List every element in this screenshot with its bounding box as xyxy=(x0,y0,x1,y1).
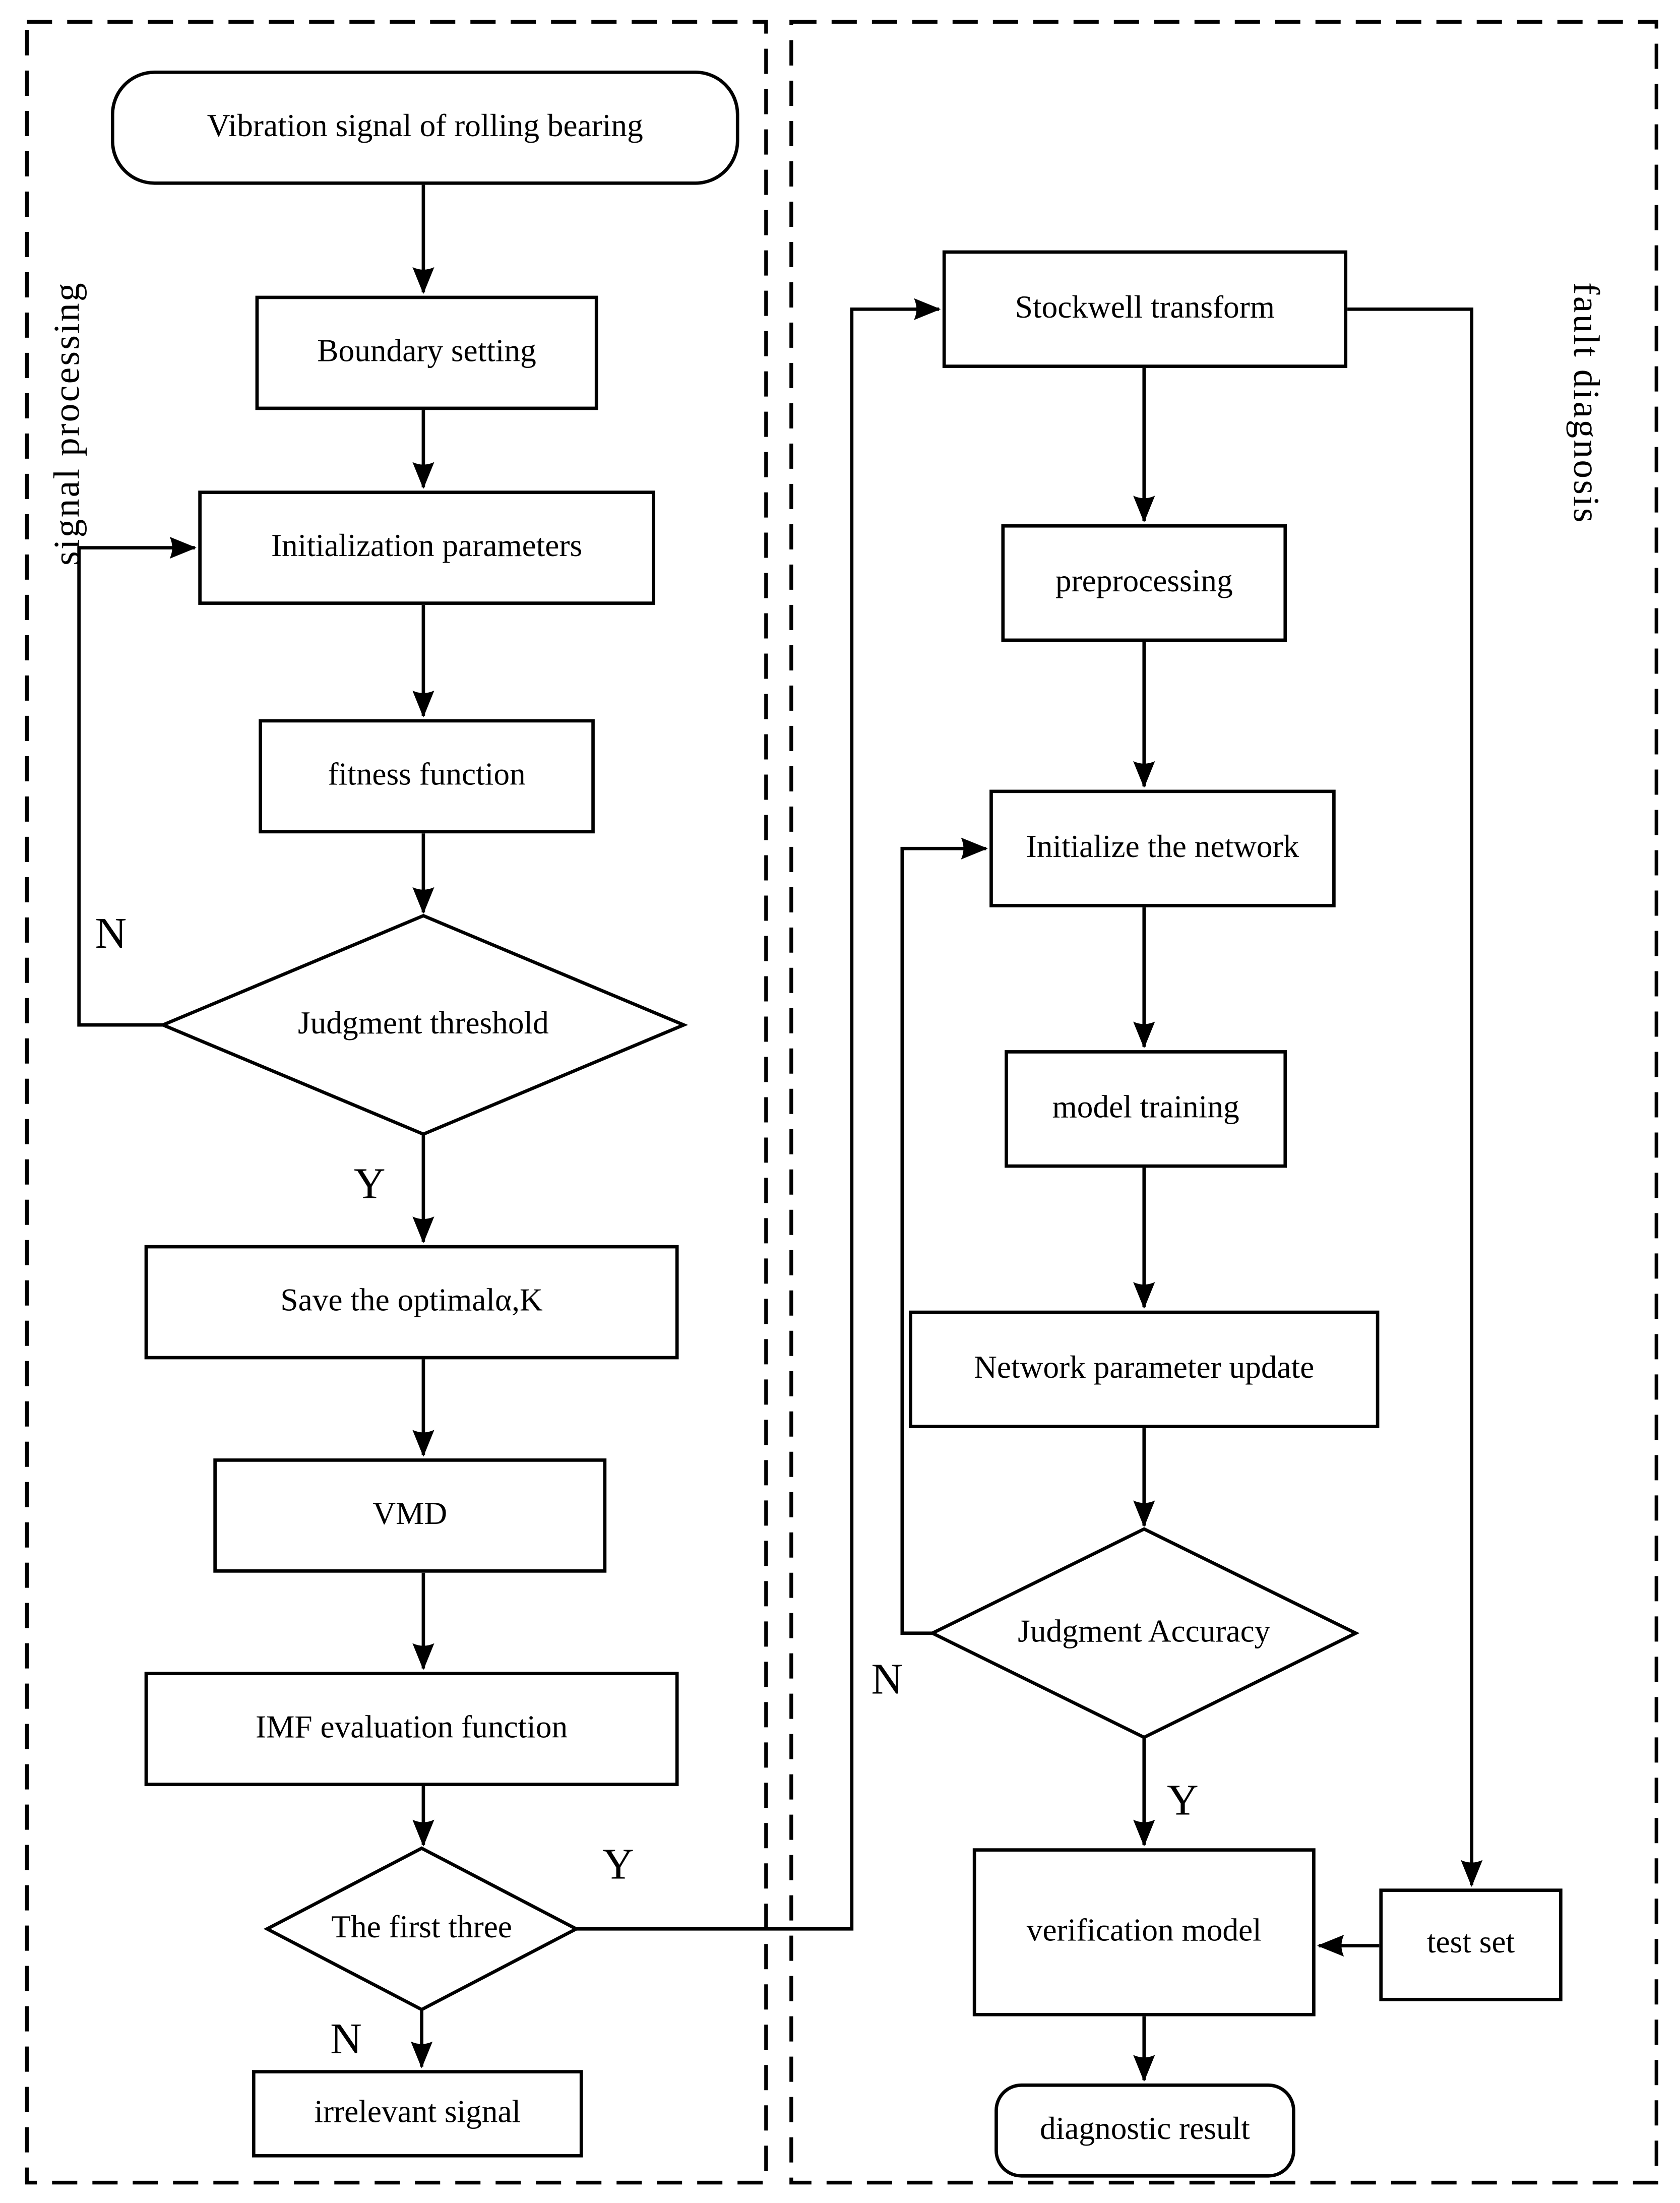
node-vibration-signal: Vibration signal of rolling bearing xyxy=(111,71,739,185)
node-initialize-network: Initialize the network xyxy=(989,790,1336,907)
node-vmd: VMD xyxy=(213,1458,606,1573)
node-test-set: test set xyxy=(1379,1888,1562,2001)
panel-label-fault-diagnosis: fault diagnosis xyxy=(1566,282,1608,524)
edge-stockwell-to-test-set xyxy=(1347,309,1472,1885)
node-irrelevant-signal: irrelevant signal xyxy=(252,2070,583,2157)
node-initialization-parameters: Initialization parameters xyxy=(198,491,655,605)
node-boundary-setting: Boundary setting xyxy=(256,296,598,410)
branch-label-first-three-n: N xyxy=(330,2014,362,2063)
node-stockwell-transform: Stockwell transform xyxy=(943,251,1347,368)
node-network-parameter-update: Network parameter update xyxy=(909,1311,1379,1428)
node-verification-model: verification model xyxy=(973,1848,1316,2016)
node-first-three: The first three xyxy=(331,1910,512,1946)
node-imf-evaluation: IMF evaluation function xyxy=(145,1672,679,1786)
node-model-training: model training xyxy=(1005,1050,1287,1168)
node-judgment-accuracy: Judgment Accuracy xyxy=(1018,1615,1271,1650)
branch-label-first-three-y: Y xyxy=(602,1840,634,1889)
branch-label-accuracy-n: N xyxy=(871,1655,903,1704)
branch-label-threshold-n: N xyxy=(95,909,127,958)
node-fitness-function: fitness function xyxy=(259,719,595,834)
branch-label-threshold-y: Y xyxy=(353,1159,386,1208)
panel-label-signal-processing: signal processing xyxy=(45,281,88,566)
node-diagnostic-result: diagnostic result xyxy=(994,2084,1295,2178)
node-preprocessing: preprocessing xyxy=(1001,524,1287,642)
edge-accuracy-n-loop xyxy=(902,848,986,1633)
node-save-optimal: Save the optimalα,K xyxy=(145,1245,679,1360)
branch-label-accuracy-y: Y xyxy=(1167,1776,1199,1825)
node-judgment-threshold: Judgment threshold xyxy=(297,1006,549,1042)
